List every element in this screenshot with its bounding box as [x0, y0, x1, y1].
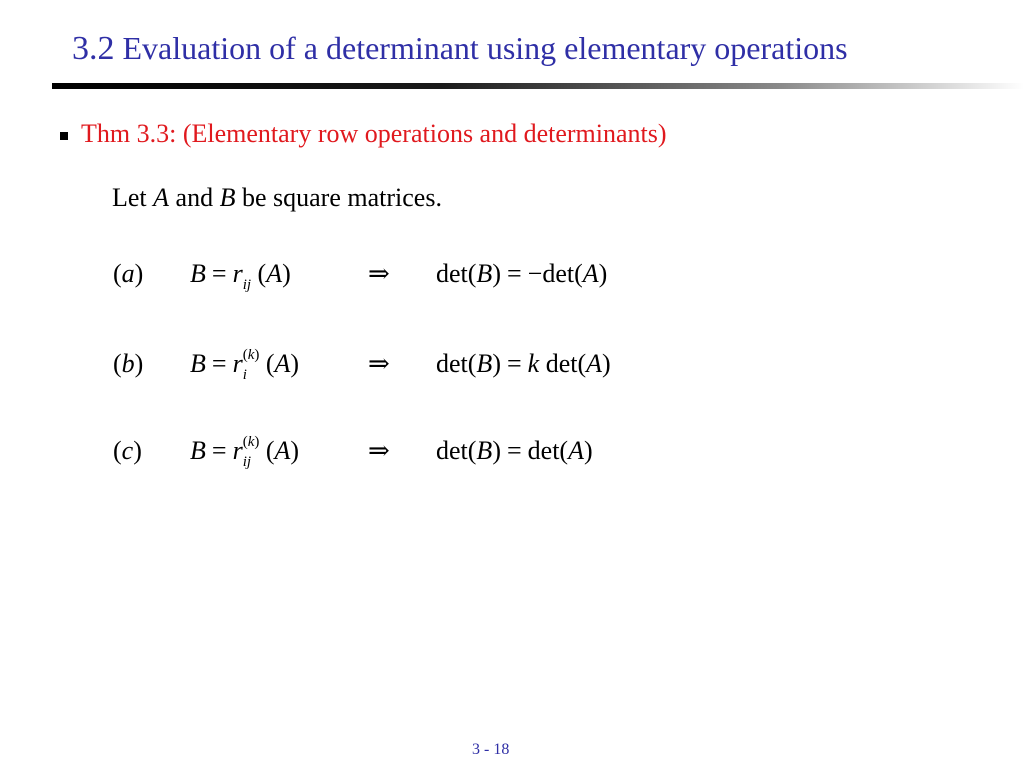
theorem-heading: Thm 3.3: (Elementary row operations and determinants): [81, 119, 667, 148]
page-number: 3 - 18: [472, 741, 510, 758]
intro-text: Let A and B be square matrices.: [112, 183, 442, 212]
implies-arrow-icon: ⇒: [368, 436, 390, 465]
title-number: 3.2: [72, 30, 115, 67]
title-divider: [52, 83, 1024, 89]
case-a-result: det(B) = −det(A): [436, 259, 608, 288]
case-b-result: det(B) = k det(A): [436, 349, 611, 378]
case-c-operation: B = r (k) ij (A): [190, 433, 300, 470]
title-text: Evaluation of a determinant using elementary operations: [122, 30, 848, 66]
square-bullet-icon: [60, 132, 68, 140]
case-label-b: (b): [113, 349, 144, 378]
implies-arrow-icon: ⇒: [368, 259, 390, 288]
case-c-result: det(B) = det(A): [436, 436, 593, 465]
slide-title: [72, 24, 848, 73]
case-a-row: [0, 253, 1024, 303]
case-label-a: (a): [113, 259, 144, 288]
case-c-row: [0, 430, 1024, 480]
case-b-operation: B = r (k) i (A): [190, 346, 300, 383]
case-a-operation: B = r ij (A): [190, 259, 291, 293]
case-label-c: (c): [113, 436, 142, 465]
implies-arrow-icon: ⇒: [368, 349, 390, 378]
case-b-row: [0, 343, 1024, 393]
